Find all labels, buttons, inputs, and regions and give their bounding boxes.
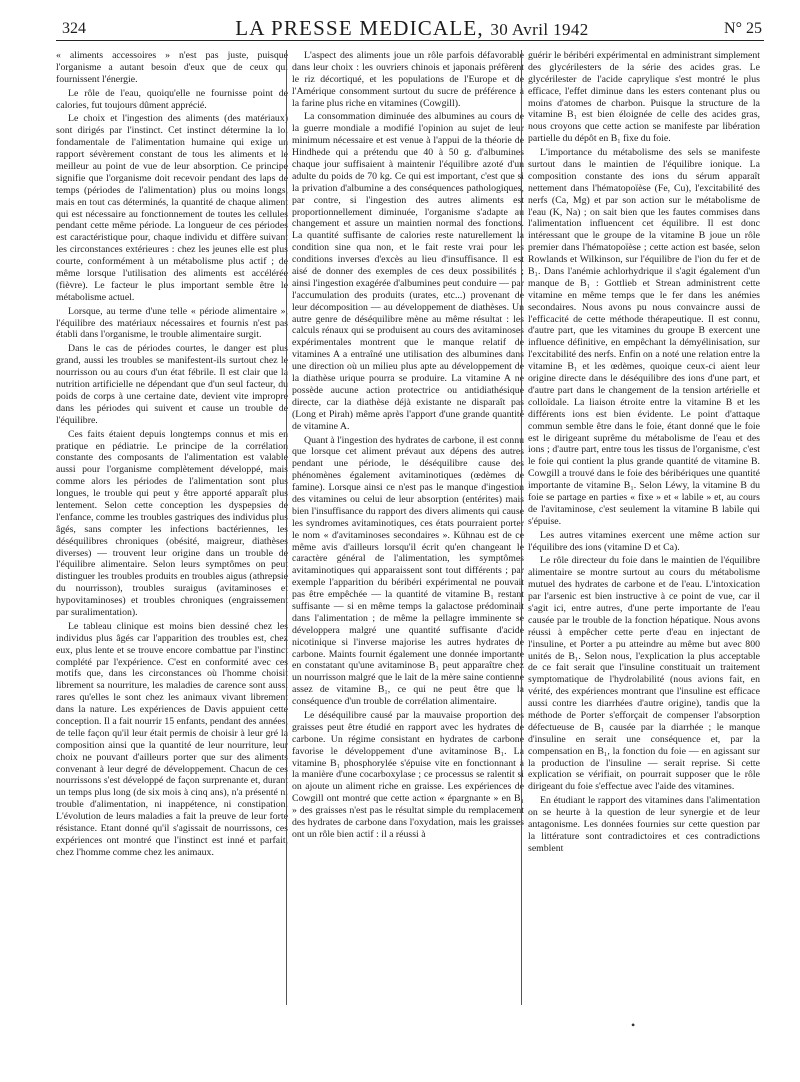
journal-title: LA PRESSE MEDICALE, [235, 16, 484, 40]
paragraph: Les autres vitamines exercent une même action sur l'équilibre des ions (vitamine D et Ca). [528, 529, 760, 553]
paragraph: Quant à l'ingestion des hydrates de carbone, il est connu que lorsque cet aliment prévaut aux dépens des autres pendant une période, le déséquilibre cause des phénomènes également avitaminotiques (œdèmes de famine). Lorsque ainsi ce n'est pas le manque d'ingestion des vitamines ou celui de leur absorption (entérites) mais bien l'insuffisance du rapport des divers aliments qui cause les syndromes avitaminotiques, ces états pourraient porter le nom « d'avitaminoses secondaires ». Kühnau est de ce même avis d'ailleurs lorsqu'il écrit qu'en changeant le caractère général de l'alimentation, les symptômes avitaminotiques qui apparaissent sont tout différents ; par exemple l'apparition du béribéri expérimental ne pouvait pas être empêchée — la quantité de vitamine B₁ restant suffisante — si en même temps la galactose prédominait dans l'alimentation ; de même la pellagre imminente se développera malgré une quantité suffisante d'acide nicotinique si l'inverse majorise les autres hydrates de carbone. Maints fournit également une donnée importante en constatant qu'une avitaminose B₁ peut apparaître chez un nourrisson malgré que le lait de la mère saine contienne assez de vitamine B₁, ce qui ne peut être que la conséquence d'un trouble de corrélation alimentaire. [292, 434, 524, 708]
column-divider [286, 50, 287, 1005]
footer-mark: • [631, 1018, 636, 1032]
paragraph: Le déséquilibre causé par la mauvaise proportion des graisses peut être étudié en rapport avec les hydrates de carbone. Un régime consistant en hydrates de carbone favorise le développement d'une avitaminose B₁. La vitamine B₁ phosphorylée s'épuise vite en fonctionnant à la manière d'une cocarboxylase ; ce processus se ralentit si on ajoute un aliment riche en graisse. Les expériences de Cowgill ont montré que cette action « épargnante » en B₁ » des graisses n'est pas le résultat simple du remplacement des hydrates de carbone dans l'oxydation, mais les graisses ont un rôle bien actif : il a réussi à [292, 709, 524, 840]
page-number: 324 [62, 20, 86, 37]
paragraph: Le choix et l'ingestion des aliments (des matériaux) sont dirigés par l'instinct. Cet instinct détermine la loi fondamentale de l'alimentation humaine qui exige un rapport sévèrement constant de tous les aliments et le meilleur au point de vue de leur absorption. Ce principe signifie que l'organisme doit recevoir pendant des laps de temps (périodes de l'alimentation) plus ou moins longs, mais en tout cas déterminés, la quantité de chaque aliment qui est nécessaire au fonctionnement de toutes les cellules pendant cette même période. La longueur de ces périodes est caractéristique pour, chaque individu et diffère suivant les circonstances extérieures : chez les jeunes elle est plus courte, conformément à un métabolisme plus actif ; de même lorsque l'utilisation des aliments est accélérée (fièvre). Le facteur le plus important semble être le métabolisme actuel. [56, 113, 288, 303]
paragraph: Le tableau clinique est moins bien dessiné chez les individus plus âgés car l'apparition des troubles est, chez eux, plus lente et se trouve encore combattue par l'instinct complété par l'expérience. C'est en conformité avec ces motifs que, dans les circonstances où l'homme choisit librement sa nourriture, les maladies de carence sont aussi rares qu'elles le sont chez les animaux vivant librement dans la nature. Les expériences de Davis appuient cette conception. Il a fait nourrir 15 enfants, pendant des années, de telle façon qu'il leur était permis de choisir à leur gré la composition ainsi que la quantité de leur nourriture, leur choix ne pouvant d'ailleurs porter que sur des aliments convenant à leur degré de développement. Chacun de ces nourrissons s'est développé de façon surprenante et, durant un temps plus long (de six mois à cinq ans), n'a présenté ni trouble d'alimentation, ni inappétence, ni constipation. L'évolution de leurs maladies a fait la preuve de leur forte résistance. Etant donné qu'il s'agissait de nourrissons, ces expériences ont montré que l'instinct est inné et parfait, chez l'homme comme chez les animaux. [56, 620, 288, 858]
paragraph: Ces faits étaient depuis longtemps connus et mis en pratique en pédiatrie. Le principe de la corrélation constante des composants de l'alimentation est valable aussi pour l'organisme complètement développé, mais comme alors les périodes de l'alimentation sont plus longues, le trouble qui peut y être apporté apparaît plus lentement. Selon cette conception les dyspepsies de l'enfance, comme les troubles gastriques des individus plus âgés, sans compter les infections bactériennes, les déséquilibres chroniques (obésité, maigreur, diathèses diverses) — trouvent leur origine dans un trouble de l'équilibre alimentaire. Selon leurs symptômes on peut distinguer les troubles produits en troubles aigus (athrepsie du nourrisson), troubles suraigus (avitaminoses et hypovitaminoses) et troubles chroniques (engraissement par suralimentation). [56, 428, 288, 618]
paragraph: Le rôle directeur du foie dans le maintien de l'équilibre alimentaire se montre surtout au cours du métabolisme mutuel des hydrates de carbone et de l'eau. L'intoxication par l'arsenic est bien instructive à ce point de vue, car il s'agit ici, entre autres, d'une perte importante de l'eau causée par le trouble de la fonction hépatique. Nous avons réussi à empêcher cette perte d'eau en injectant de l'insuline, et Porter a pu atteindre au même but avec 800 unités de B₁. Selon nous, l'explication la plus acceptable de ce fait serait que l'insuline constituait un traitement symptomatique de l'hydrolabilité (nous avions fait, en vérité, des expériences montrant que l'insuline est efficace aussi contre les diarrhées d'autre origine), tandis que la méthode de Porter s'efforçait de compenser l'absorption défectueuse de B₁ causée par la diarrhée ; le manque d'insuline en serait une conséquence et, par la compensation en B₁, la fonction du foie — en agissant sur la production de l'insuline — serait reprise. Si cette explication se vérifiait, on pourrait supposer que le rôle dirigeant du foie s'effectue avec l'aide des vitamines. [528, 555, 760, 793]
text-column-2 [292, 50, 524, 841]
paragraph: Le rôle de l'eau, quoiqu'elle ne fournisse point de calories, fut toujours dûment apprécié. [56, 87, 288, 111]
paragraph: Dans le cas de périodes courtes, le danger est plus grand, aussi les troubles se manifestent-ils surtout chez le nourrisson ou au cours d'un état fébrile. Il est clair que la nutrition artificielle ne dépendant que d'un seul facteur, du poids de corps à une certaine date, devient vite impropre dans les périodes qui suivent et cause un trouble de l'équilibre. [56, 343, 288, 426]
paragraph: L'importance du métabolisme des sels se manifeste surtout dans le maintien de l'équilibre ionique. La composition constante des ions du sérum apparaît nettement dans l'hématopoïèse (Fe, Cu), l'excitabilité des nerfs (Ca, Mg) et par son action sur le métabolisme de l'eau (K, Na) ; on sait bien que les fautes commises dans l'alimentation influencent cet équilibre. Il est donc intéressant que le groupe de la vitamine B joue un rôle premier dans l'hématopoïèse ; cette action est basée, selon Rowlands et Wilkinson, sur l'équilibre de l'ion du fer et de B₁. Dans l'anémie achlorhydrique il s'agit également d'un manque de B₁ : Gottlieb et Strean administrent cette vitamine en même temps que le fer dans les anémies secondaires. Nous avons pu nous convaincre aussi de l'efficacité de cette méthode thérapeutique. Il est connu, d'autre part, que les vitamines du groupe B exercent une influence définitive, en empêchant la démyélinisation, sur l'excitabilité des nerfs. Enfin on a noté une relation entre la vitamine B₁ et les œdèmes, quoique ceux-ci aient leur origine directe dans le déséquilibre des ions d'une part, et d'autre part dans le changement de la tension artérielle et colloïdale. La liaison étroite entre la vitamine B et les différents ions est bien évidente. Le point d'attaque commun semble être dans le foie, étant donné que le foie est le dirigeant suprême du métabolisme de l'eau et des ions ; d'autre part, entre tous les tissus de l'organisme, c'est le foie qui contient la plus grande quantité de vitamine B. Cowgill a trouvé dans le foie des béribériques une quantité importante de vitamine B₁. Selon Léwy, la vitamine B du foie se partage en parties « fixe » et « labile » et, au cours de l'avitaminose, c'est seulement la vitamine B labile qui s'épuise. [528, 147, 760, 527]
paragraph: guérir le béribéri expérimental en administrant simplement des glycérilesters de la série des acides gras. Le glycérilester de l'acide caprylique s'est montré le plus efficace, l'effet diminue dans les esters contenant plus ou moins d'atomes de charbon. Puisque la structure de la vitamine B₁ est bien éloignée de celle des acides gras, nous croyons que cette action se manifeste par libération partielle du dépôt en B₁ fixe du foie. [528, 50, 760, 145]
paragraph: « aliments accessoires » n'est pas juste, puisque l'organisme a autant besoin d'eux que de ceux qui fournissent l'énergie. [56, 50, 288, 85]
column-divider [521, 50, 522, 1005]
issue-date: 30 Avril 1942 [490, 20, 589, 39]
text-column-3 [528, 50, 760, 855]
paragraph: En étudiant le rapport des vitamines dans l'alimentation on se heurte à la question de leur synergie et de leur antagonisme. Les données fournies sur cette question par la littérature sont contradictoires et ces contradictions semblent [528, 795, 760, 854]
paragraph: Lorsque, au terme d'une telle « période alimentaire », l'équilibre des matériaux nécessaires et fournis n'est pas établi dans l'organisme, le trouble alimentaire surgit. [56, 305, 288, 341]
issue-number: N° 25 [724, 20, 762, 37]
text-column-1 [56, 50, 288, 859]
header-rule [56, 40, 764, 41]
journal-title-line [62, 16, 762, 41]
paragraph: L'aspect des aliments joue un rôle parfois défavorable dans leur choix : les ouvriers chinois et japonais préfèrent le riz décortiqué, et les populations de l'Europe et de l'Amérique consomment surtout du sucre de préférence à la farine plus riche en vitamines (Cowgill). [292, 50, 524, 109]
paragraph: La consommation diminuée des albumines au cours de la guerre mondiale a modifié l'opinion au sujet de leur minimum nécessaire et est venue à l'appui de la théorie de Hindhede qui a prétendu que 40 à 50 g. d'albumines chaque jour suffisaient à maintenir l'équilibre azoté d'un adulte du poids de 70 kg. Ce qui est important, c'est que si la privation d'albumine a des conséquences pathologiques, par contre, si l'ingestion des autres aliments est proportionnellement diminuée, l'organisme s'adapte au changement et assure un maintien normal des fonctions. La quantité suffisante de calories reste naturellement la condition sine qua non, et le fait reste vrai pour les conditions inverses d'excès au lieu d'insuffisance. Il est aisé de donner des exemples de ces deux possibilités ; ainsi l'ingestion exagérée d'albumines peut conduire — par l'accumulation des produits (urates, etc...) provenant de leur décomposition — au développement de diathèses. Un autre genre de déséquilibre mène au même résultat : les calculs rénaux qui se produisent au cours des avitaminoses expérimentales montrent que le manque relatif de vitamines A a entraîné une utilisation des albumines dans une direction où un milieu plus apte au développement de la diathèse urique pourra se produire. La vitamine A ne possède aucune action protectrice ou antidiathésique directe, car la diathèse déjà existante ne disparaît pas (Long et Pirah) même après l'apport d'une grande quantité de vitamine A. [292, 111, 524, 432]
